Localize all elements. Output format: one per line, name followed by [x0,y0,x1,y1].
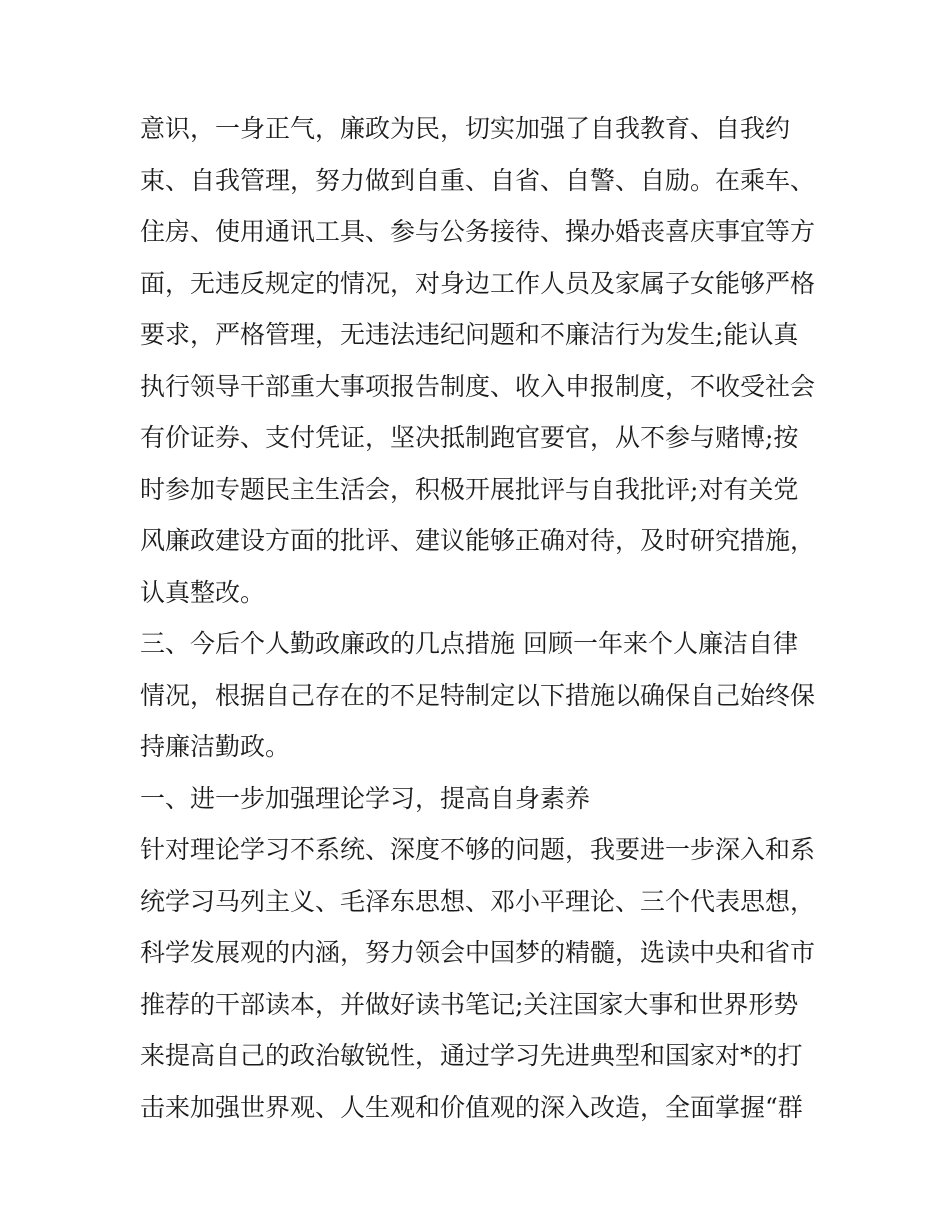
text-line: 时参加专题民主生活会，积极开展批评与自我批评;对有关党 [140,474,799,504]
text-line: 科学发展观的内涵，努力领会中国梦的精髓，选读中央和省市 [140,938,816,967]
section-heading-line: 三、今后个人勤政廉政的几点措施 回顾一年来个人廉洁自律 [140,629,798,658]
text-line: 有价证券、支付凭证，坚决抵制跑官要官，从不参与赌博;按 [140,423,799,452]
text-line: 情况，根据自己存在的不足特制定以下措施以确保自己始终保 [140,680,816,710]
text-line: 面，无违反规定的情况，对身边工作人员及家属子女能够严格 [140,268,816,298]
text-line: 推荐的干部读本，并做好读书笔记;关注国家大事和世界形势 [140,989,799,1019]
text-line: 统学习马列主义、毛泽东思想、邓小平理论、三个代表思想， [140,886,816,916]
text-line: 击来加强世界观、人生观和价值观的深入改造，全面掌握“群 [140,1092,803,1122]
text-line: 意识，一身正气，廉政为民，切实加强了自我教育、自我约 [140,114,791,143]
text-line: 住房、使用通讯工具、参与公务接待、操办婚丧喜庆事宜等方 [140,217,816,246]
text-line: 针对理论学习不系统、深度不够的问题，我要进一步深入和系 [140,835,816,864]
text-line: 执行领导干部重大事项报告制度、收入申报制度，不收受社会 [140,371,816,401]
subsection-heading: 一、进一步加强理论学习，提高自身素养 [140,783,591,813]
text-line: 束、自我管理，努力做到自重、自省、自警、自励。在乘车、 [140,165,816,195]
text-line: 要求，严格管理，无违法违纪问题和不廉洁行为发生;能认真 [140,320,799,349]
text-line: 认真整改。 [140,577,266,607]
text-line: 风廉政建设方面的批评、建议能够正确对待，及时研究措施， [140,526,816,555]
text-line: 来提高自己的政治敏锐性，通过学习先进典型和国家对*的打 [140,1041,803,1070]
body-text [140,103,820,1133]
text-line: 持廉洁勤政。 [140,732,291,761]
